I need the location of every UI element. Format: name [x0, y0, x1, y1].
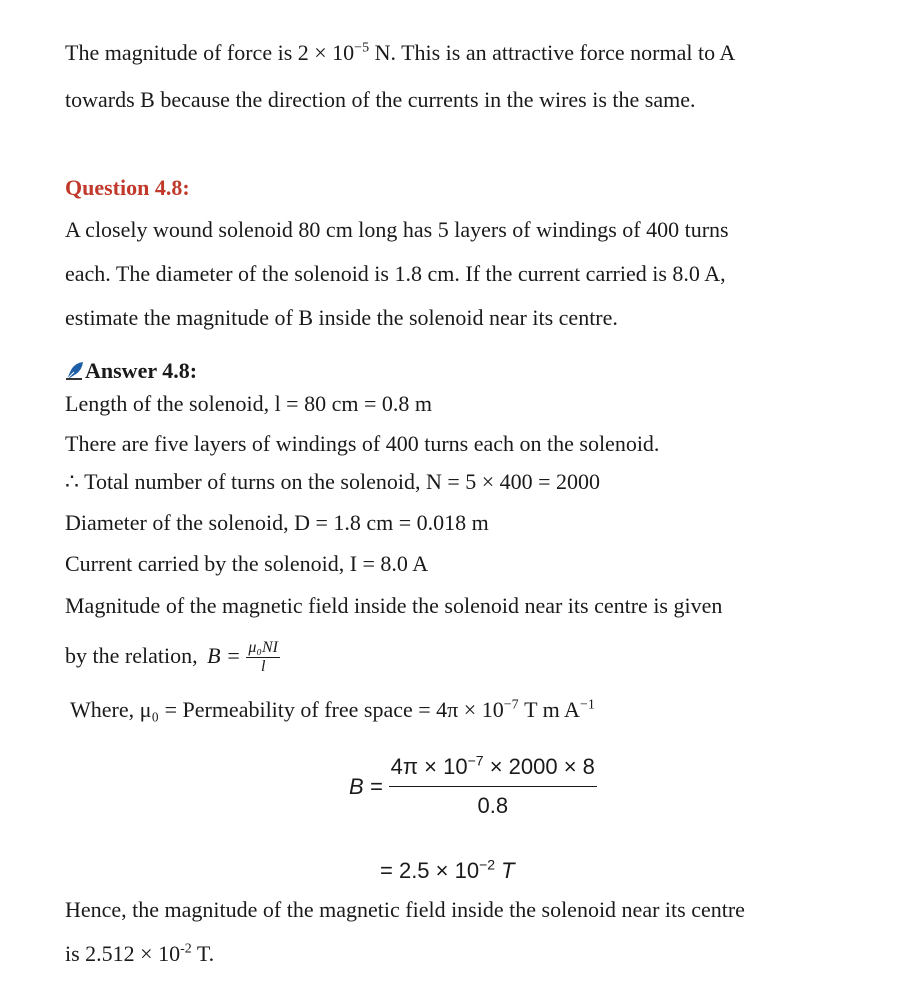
calc-numerator: $4\pi \times 10^{-7} \times 2000 \times 8$ [389, 752, 597, 787]
answer-heading: Answer 4.8: [65, 358, 197, 384]
calc-fraction [389, 752, 597, 821]
relation-fraction: $\frac{\text{μ₀NI}}{l}$ [248, 639, 278, 676]
relation-line: by the relation, B = $\frac{\text{μ₀NI}}{l}$ [65, 639, 278, 676]
pen-icon [65, 361, 85, 381]
conclusion-line-1: Hence, the magnitude of the magnetic field inside the solenoid near its centre [65, 897, 745, 922]
calc-lhs: B = [349, 773, 383, 799]
answer-turns: ∴ Total number of turns on the solenoid, N = 5 × 400 = 2000 [65, 469, 601, 494]
answer-layers: There are five layers of windings of 400 turns each on the solenoid. [65, 431, 660, 456]
answer-field-line: Magnitude of the magnetic field inside the solenoid near its centre is given [65, 593, 723, 618]
question-line-1: A closely wound solenoid 80 cm long has 5 layers of windings of 400 turns [65, 217, 729, 242]
intro-line-2: towards B because the direction of the currents in the wires is the same. [65, 87, 696, 112]
calc-denominator: 0.8 [477, 793, 509, 818]
question-line-2: each. The diameter of the solenoid is 1.8 cm. If the current carried is 8.0 A, [65, 261, 726, 286]
question-line-3: estimate the magnitude of B inside the solenoid near its centre. [65, 305, 618, 330]
answer-diameter: Diameter of the solenoid, D = 1.8 cm = 0.018 m [65, 510, 489, 535]
intro-line-1: The magnitude of force is $2 \times 10^{-5}$ N. This is an attractive force normal to A [65, 40, 736, 65]
result-line: = $2.5 \times 10^{-2}$ T [380, 856, 515, 883]
where-line: Where, μ₀ = Permeability of free space = $4\pi \times 10^{-7}$ T m $A^{-1}$ [70, 697, 595, 722]
question-heading: Question 4.8: [65, 175, 190, 200]
calculation-equation [349, 752, 597, 821]
relation-lhs: B = [207, 643, 241, 668]
answer-length: Length of the solenoid, l = 80 cm = 0.8 m [65, 391, 432, 416]
conclusion-line-2: is $2.512 \times 10^{-2}$ T. [65, 941, 215, 966]
answer-current: Current carried by the solenoid, I = 8.0 A [65, 551, 429, 576]
